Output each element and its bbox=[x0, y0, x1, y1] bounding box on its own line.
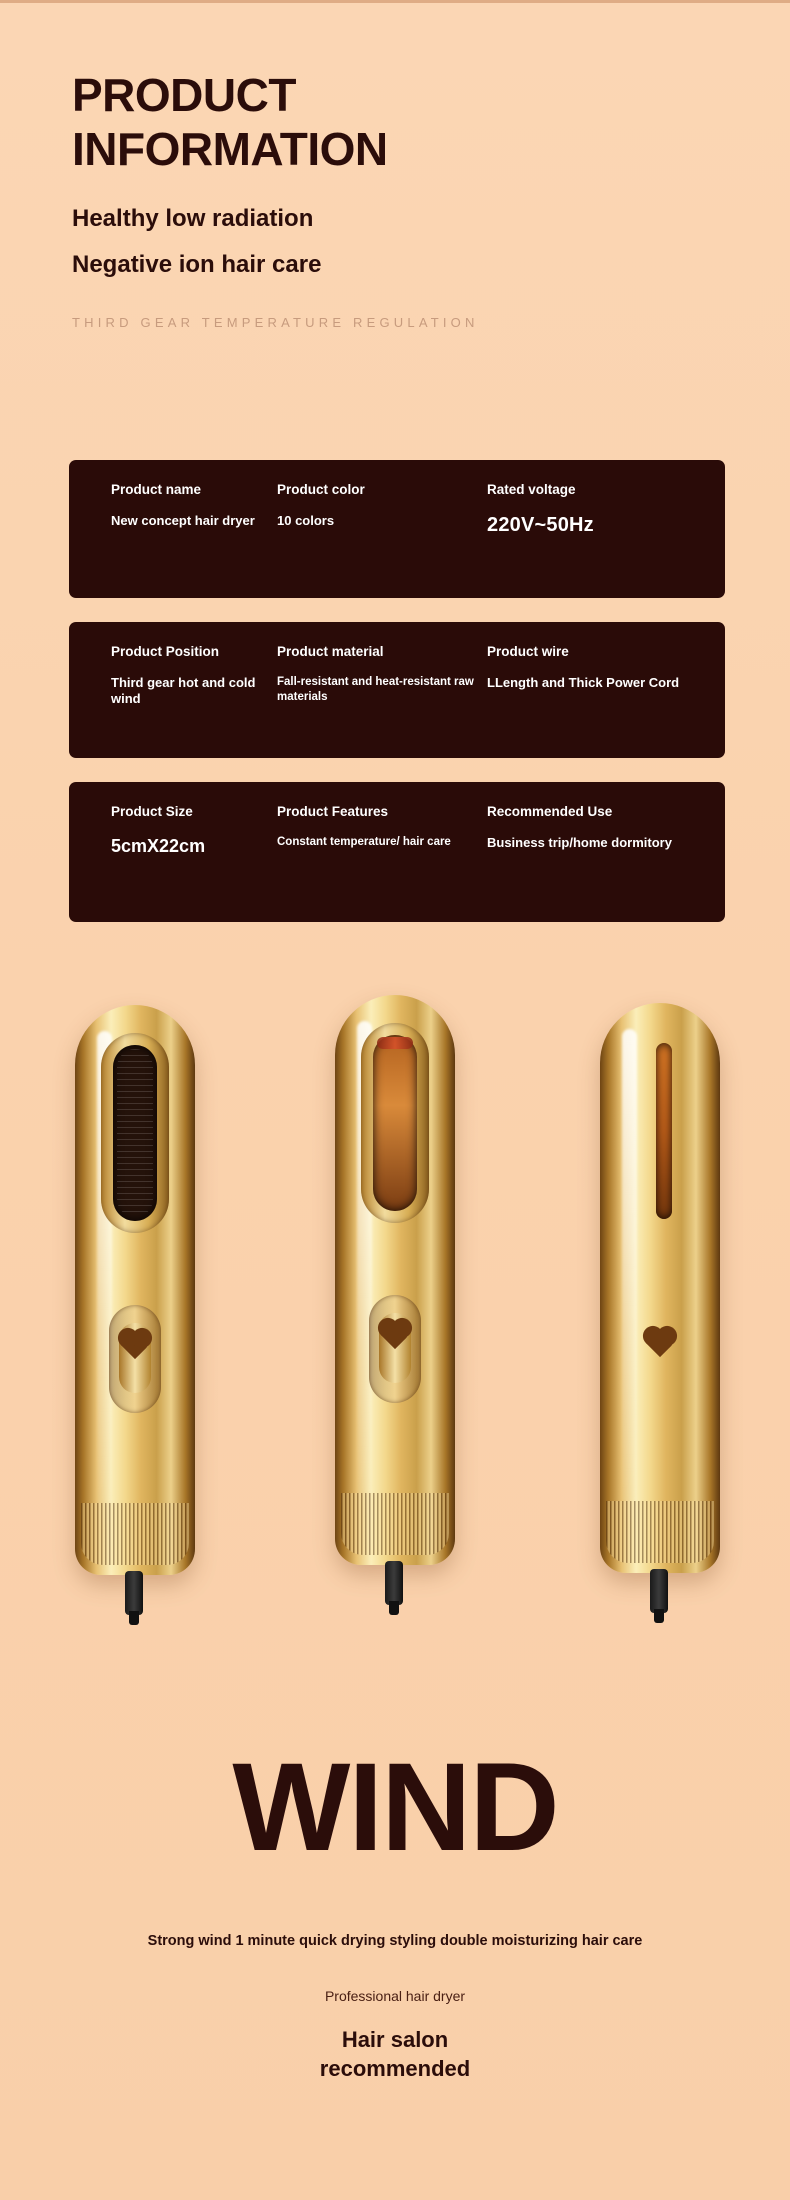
spec-value: New concept hair dryer bbox=[111, 513, 255, 528]
page-title-line-1: PRODUCT bbox=[72, 69, 296, 121]
spec-column bbox=[487, 482, 725, 576]
spec-value: 5cmX22cm bbox=[111, 836, 206, 856]
dryer-heat-indicator bbox=[377, 1037, 413, 1049]
spec-label: Product Position bbox=[111, 644, 219, 659]
dryer-cord bbox=[125, 1571, 143, 1615]
dryer-cord-tip bbox=[389, 1601, 399, 1615]
top-divider bbox=[0, 0, 790, 3]
subtitle-healthy-low-radiation: Healthy low radiation bbox=[72, 204, 314, 232]
spec-value: Fall-resistant and heat-resistant raw materials bbox=[277, 676, 474, 703]
dryer-vent-opening bbox=[656, 1043, 672, 1219]
spec-column bbox=[487, 804, 725, 900]
spec-value: 10 colors bbox=[277, 513, 335, 528]
spec-label: Product name bbox=[111, 482, 202, 497]
page-title bbox=[72, 68, 712, 177]
spec-label: Product color bbox=[277, 482, 365, 497]
spec-label: Product material bbox=[277, 644, 384, 659]
spec-value: 220V~50Hz bbox=[487, 514, 594, 536]
spec-column bbox=[69, 804, 277, 900]
spec-label: Product Size bbox=[111, 804, 193, 819]
spec-label: Rated voltage bbox=[487, 482, 576, 497]
dryer-cord-tip bbox=[654, 1609, 664, 1623]
spec-value: LLength and Thick Power Cord bbox=[487, 675, 680, 690]
dryer-cord bbox=[385, 1561, 403, 1605]
spec-column bbox=[487, 644, 725, 736]
spec-value: Constant temperature/ hair care bbox=[277, 836, 451, 848]
spec-column bbox=[277, 644, 487, 736]
product-gallery bbox=[0, 985, 790, 1675]
kicker-text: THIRD GEAR TEMPERATURE REGULATION bbox=[72, 314, 479, 330]
spec-column bbox=[277, 482, 487, 576]
spec-card bbox=[69, 460, 725, 598]
dryer-highlight bbox=[622, 1029, 637, 1529]
hair-dryer-side-view bbox=[600, 1003, 720, 1603]
spec-card bbox=[69, 782, 725, 922]
hair-dryer-angled-view bbox=[335, 995, 455, 1595]
wind-caption: Strong wind 1 minute quick drying styling double moisturizing hair care bbox=[147, 1933, 643, 1949]
spec-column bbox=[277, 804, 487, 900]
headline-block bbox=[72, 68, 712, 330]
salon-recommendation bbox=[0, 2025, 790, 2083]
dryer-cord bbox=[650, 1569, 668, 1613]
spec-label: Product Features bbox=[277, 804, 389, 819]
spec-cards bbox=[69, 460, 725, 946]
spec-label: Product wire bbox=[487, 644, 569, 659]
spec-card bbox=[69, 622, 725, 758]
dryer-knurled-base bbox=[341, 1493, 449, 1555]
professional-line: Professional hair dryer bbox=[324, 1988, 466, 2004]
dryer-knurled-base bbox=[81, 1503, 189, 1565]
spec-value: Third gear hot and cold wind bbox=[111, 675, 256, 707]
spec-value: Business trip/home dormitory bbox=[487, 835, 672, 850]
spec-label: Recommended Use bbox=[487, 804, 613, 819]
page-title-line-2: INFORMATION bbox=[72, 123, 388, 176]
wind-headline: WIND bbox=[232, 1738, 558, 1877]
salon-line-1: Hair salon bbox=[341, 2027, 449, 2052]
dryer-cord-tip bbox=[129, 1611, 139, 1625]
spec-column bbox=[69, 644, 277, 736]
dryer-vent-grille bbox=[117, 1049, 153, 1217]
salon-line-2: recommended bbox=[319, 2056, 471, 2082]
dryer-knurled-base bbox=[606, 1501, 714, 1563]
spec-column bbox=[69, 482, 277, 576]
subtitle-negative-ion-hair-care: Negative ion hair care bbox=[72, 250, 322, 278]
hair-dryer-front-view bbox=[75, 1005, 195, 1605]
dryer-vent-opening bbox=[373, 1035, 417, 1211]
